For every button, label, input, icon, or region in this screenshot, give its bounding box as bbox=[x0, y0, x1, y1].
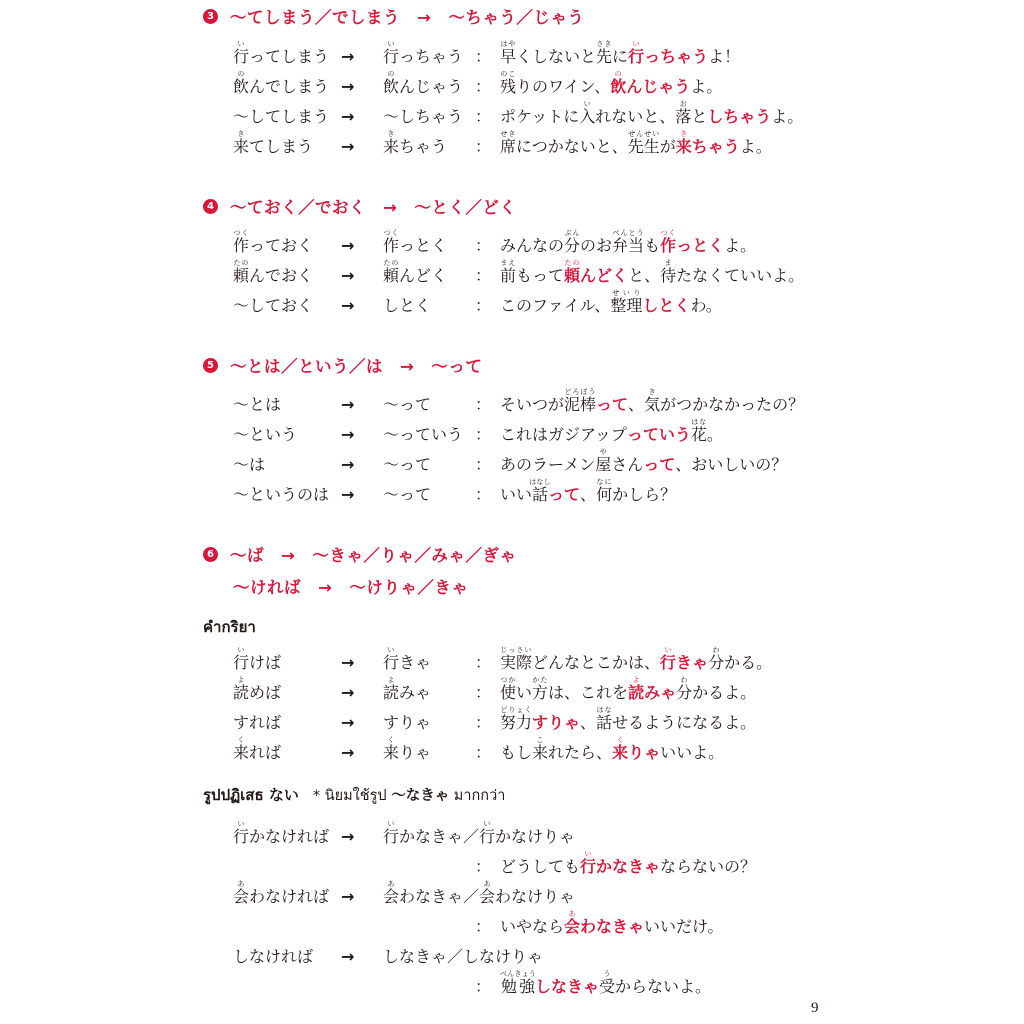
colon: ： bbox=[475, 107, 492, 126]
example-sentence: どうしても行いかなきゃならないの？ bbox=[500, 850, 757, 876]
example-row bbox=[0, 38, 1024, 68]
example-row bbox=[0, 446, 1024, 476]
arrow: → bbox=[341, 713, 355, 732]
example-row bbox=[0, 968, 1024, 998]
example-row bbox=[0, 644, 1024, 674]
example-row bbox=[0, 848, 1024, 878]
example-sentence: 努力どりょくすりゃ、話はなせるようになるよ。 bbox=[500, 706, 757, 732]
colon: ： bbox=[475, 653, 492, 672]
arrow: → bbox=[341, 485, 355, 504]
contracted-form: しとく bbox=[383, 296, 432, 315]
arrow: → bbox=[341, 77, 355, 96]
section-title: 〜ておく／でおく → 〜とく／どく bbox=[230, 198, 517, 217]
arrow: → bbox=[341, 947, 355, 966]
contracted-form: しなきゃ／しなけりゃ bbox=[383, 947, 544, 966]
note-form: 〜なきゃ bbox=[391, 787, 450, 804]
arrow: → bbox=[341, 425, 355, 444]
example-sentence: このファイル、整理せいりしとくわ。 bbox=[500, 289, 722, 315]
note-prefix: * นิยมใช้รูป bbox=[312, 787, 387, 804]
contracted-form: 〜しちゃう bbox=[383, 107, 464, 126]
arrow: → bbox=[341, 455, 355, 474]
example-row bbox=[0, 386, 1024, 416]
section-number-badge: 3 bbox=[203, 9, 218, 24]
colon: ： bbox=[475, 713, 492, 732]
original-form: 読よめば bbox=[233, 676, 282, 702]
example-row bbox=[0, 818, 1024, 848]
original-form: 飲のんでしまう bbox=[233, 70, 330, 96]
section-title: 〜ば → 〜きゃ／りゃ／みゃ／ぎゃ bbox=[230, 546, 517, 565]
contracted-form: 来くりゃ bbox=[383, 736, 432, 762]
example-sentence: 残のこりのワイン、飲のんじゃうよ。 bbox=[500, 70, 723, 96]
colon: ： bbox=[475, 977, 492, 996]
example-sentence: 勉強べんきょうしなきゃ受うからないよ。 bbox=[500, 970, 712, 996]
example-sentence: ポケットに入いれないと、落おとしちゃうよ。 bbox=[500, 100, 804, 126]
colon: ： bbox=[475, 455, 492, 474]
section-number-badge: 6 bbox=[203, 547, 218, 562]
original-form: 作つくっておく bbox=[233, 229, 314, 255]
label-verbs: คำกริยา bbox=[203, 618, 256, 636]
section-subheading: 〜ければ → 〜けりゃ／きゃ bbox=[233, 578, 469, 597]
contracted-form: 会あわなきゃ／会あわなけりゃ bbox=[383, 880, 576, 906]
original-form: 〜しておく bbox=[233, 296, 314, 315]
original-form: 頼たのんでおく bbox=[233, 259, 314, 285]
example-row bbox=[0, 416, 1024, 446]
contracted-form: 行いかなきゃ／行いかなけりゃ bbox=[383, 820, 576, 846]
example-row bbox=[0, 257, 1024, 287]
example-sentence: 前まえもって頼たのんどくと、待またなくていいよ。 bbox=[500, 259, 805, 285]
colon: ： bbox=[475, 917, 492, 936]
original-form: 行いけば bbox=[233, 646, 282, 672]
contracted-form: 来きちゃう bbox=[383, 130, 448, 156]
contracted-form: 飲のんじゃう bbox=[383, 70, 464, 96]
colon: ： bbox=[475, 137, 492, 156]
colon: ： bbox=[475, 236, 492, 255]
example-row bbox=[0, 227, 1024, 257]
example-sentence: これはガジアップっていう花はな。 bbox=[500, 418, 723, 444]
colon: ： bbox=[475, 857, 492, 876]
example-row bbox=[0, 287, 1024, 317]
example-row bbox=[0, 938, 1024, 968]
example-sentence: いやなら会あわなきゃいいだけ。 bbox=[500, 910, 724, 936]
arrow: → bbox=[341, 296, 355, 315]
arrow: → bbox=[341, 47, 355, 66]
section-heading-5 bbox=[203, 351, 482, 379]
arrow: → bbox=[341, 827, 355, 846]
contracted-form: すりゃ bbox=[383, 713, 432, 732]
section-title: 〜てしまう／でしまう → 〜ちゃう／じゃう bbox=[230, 8, 585, 27]
example-row bbox=[0, 704, 1024, 734]
arrow: → bbox=[341, 107, 355, 126]
colon: ： bbox=[475, 395, 492, 414]
original-form: しなければ bbox=[233, 947, 314, 966]
example-sentence: いい話はなしって、何なにかしら？ bbox=[500, 478, 677, 504]
contracted-form: 〜って bbox=[383, 395, 432, 414]
arrow: → bbox=[341, 653, 355, 672]
section-number-badge: 5 bbox=[203, 358, 218, 373]
original-form: 〜という bbox=[233, 425, 298, 444]
contracted-form: 読よみゃ bbox=[383, 676, 432, 702]
arrow: → bbox=[341, 683, 355, 702]
contracted-form: 行いきゃ bbox=[383, 646, 432, 672]
section-title: 〜とは／という／は → 〜って bbox=[230, 357, 483, 376]
section-heading-4 bbox=[203, 192, 516, 220]
example-row bbox=[0, 68, 1024, 98]
label-negative-form bbox=[203, 782, 505, 808]
section-heading-6 bbox=[203, 540, 516, 568]
example-sentence: あのラーメン屋やさんって、おいしいの？ bbox=[500, 448, 788, 474]
section-heading-3 bbox=[203, 2, 584, 30]
example-row bbox=[0, 734, 1024, 764]
note-suffix: มากกว่า bbox=[449, 787, 506, 804]
page-number: 9 bbox=[811, 1000, 819, 1016]
contracted-form: 〜って bbox=[383, 455, 432, 474]
original-form: 〜とは bbox=[233, 395, 282, 414]
colon: ： bbox=[475, 425, 492, 444]
example-row bbox=[0, 878, 1024, 908]
colon: ： bbox=[475, 743, 492, 762]
example-row bbox=[0, 908, 1024, 938]
example-sentence: みんなの分ぶんのお弁当べんとうも作つくっとくよ。 bbox=[500, 229, 757, 255]
example-row bbox=[0, 674, 1024, 704]
contracted-form: 〜って bbox=[383, 485, 432, 504]
example-sentence: 実際じっさいどんなとこかは、行いきゃ分わかる。 bbox=[500, 646, 773, 672]
example-sentence: 早はやくしないと先さきに行いっちゃうよ！ bbox=[500, 40, 741, 66]
arrow: → bbox=[341, 266, 355, 285]
original-form: 来きてしまう bbox=[233, 130, 314, 156]
contracted-form: 〜っていう bbox=[383, 425, 464, 444]
example-sentence: そいつが泥棒どろぼうって、気きがつかなかったの？ bbox=[500, 388, 805, 414]
arrow: → bbox=[341, 236, 355, 255]
colon: ： bbox=[475, 683, 492, 702]
arrow: → bbox=[341, 743, 355, 762]
example-row bbox=[0, 128, 1024, 158]
label-negative-text: รูปปฏิเสธ ない bbox=[203, 786, 299, 804]
example-sentence: 席せきにつかないと、先生せんせいが来きちゃうよ。 bbox=[500, 130, 772, 156]
original-form: 行いかなければ bbox=[233, 820, 330, 846]
arrow: → bbox=[341, 395, 355, 414]
arrow: → bbox=[341, 887, 355, 906]
contracted-form: 頼たのんどく bbox=[383, 259, 448, 285]
original-form: 〜というのは bbox=[233, 485, 330, 504]
arrow: → bbox=[341, 137, 355, 156]
colon: ： bbox=[475, 485, 492, 504]
colon: ： bbox=[475, 266, 492, 285]
contracted-form: 行いっちゃう bbox=[383, 40, 464, 66]
colon: ： bbox=[475, 77, 492, 96]
original-form: 行いってしまう bbox=[233, 40, 330, 66]
section-number-badge: 4 bbox=[203, 199, 218, 214]
original-form: 〜してしまう bbox=[233, 107, 330, 126]
contracted-form: 作つくっとく bbox=[383, 229, 448, 255]
colon: ： bbox=[475, 47, 492, 66]
original-form: 来くれば bbox=[233, 736, 282, 762]
example-sentence: 使つかい方かたは、これを読よみゃ分わかるよ。 bbox=[500, 676, 757, 702]
example-row bbox=[0, 98, 1024, 128]
original-form: 〜は bbox=[233, 455, 266, 474]
example-sentence: もし来これたら、来くりゃいいよ。 bbox=[500, 736, 725, 762]
original-form: すれば bbox=[233, 713, 282, 732]
example-row bbox=[0, 476, 1024, 506]
original-form: 会あわなければ bbox=[233, 880, 330, 906]
colon: ： bbox=[475, 296, 492, 315]
negative-usage-note bbox=[313, 784, 506, 807]
